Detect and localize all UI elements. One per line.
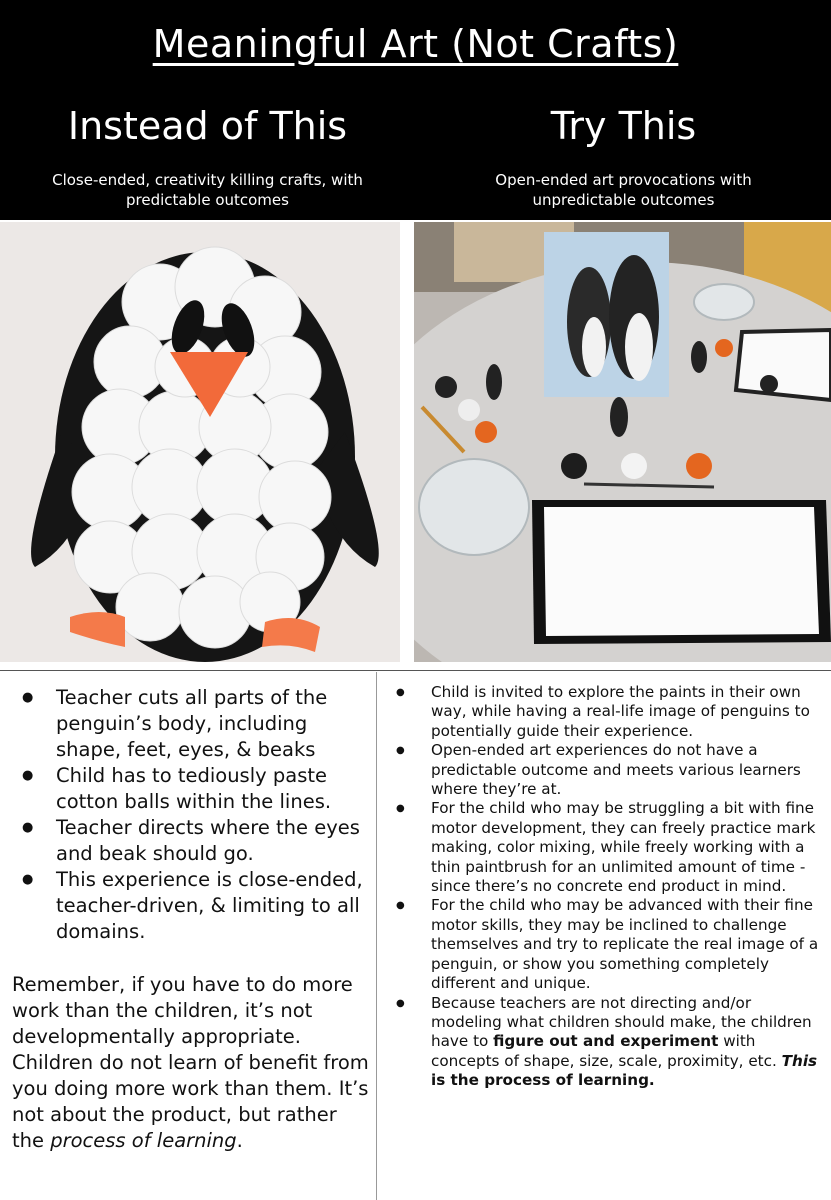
remember-emphasis: process of learning bbox=[50, 1129, 237, 1152]
list-item: ● This experience is close-ended, teacher-driven, & limiting to all domains. bbox=[0, 867, 370, 945]
left-sub-line-1: Close-ended, creativity killing crafts, with bbox=[52, 171, 363, 189]
craft-drawbacks-list bbox=[0, 685, 370, 945]
list-item bbox=[386, 994, 826, 1091]
provocation-benefits-list bbox=[386, 683, 826, 1091]
remember-paragraph bbox=[12, 972, 372, 1154]
last-item-bold-end: is the process of learning. bbox=[431, 1071, 655, 1090]
left-subheading bbox=[0, 170, 415, 210]
page-title: Meaningful Art (Not Crafts) bbox=[152, 22, 679, 66]
left-heading: Instead of This bbox=[67, 104, 348, 148]
list-item: ● For the child who may be struggling a bit with fine motor development, they can freely practice mark making, color mixing, while freely working with a thin paintbrush for an unlimited amount of time - since there’s no concrete end product in mind. bbox=[386, 799, 826, 896]
art-provocation-photo bbox=[414, 222, 831, 662]
right-subheading bbox=[416, 170, 831, 210]
section-divider bbox=[0, 670, 831, 671]
list-item: ● Child is invited to explore the paints in their own way, while having a real-life image of penguins to potentially guide their experience. bbox=[386, 683, 826, 741]
list-item: ● Open-ended art experiences do not have a predictable outcome and meets various learners where they’re at. bbox=[386, 741, 826, 799]
left-sub-line-2: predictable outcomes bbox=[126, 191, 289, 209]
list-item: ● Child has to tediously paste cotton balls within the lines. bbox=[0, 763, 370, 815]
list-item: ● Teacher cuts all parts of the penguin’s body, including shape, feet, eyes, & beaks bbox=[0, 685, 370, 763]
last-item-bold: figure out and experiment bbox=[493, 1032, 719, 1051]
remember-text: Remember, if you have to do more work than the children, it’s not developmentally appropriate. Children do not learn of benefit from you doing more work than them. It’s not about the product, but rather the bbox=[12, 973, 369, 1152]
last-item-mid: with concepts of shape, size, scale, proximity, etc. bbox=[431, 1032, 777, 1070]
column-divider bbox=[376, 672, 377, 1200]
last-item-pre: Because teachers are not directing and/or modeling what children should make, the children have to bbox=[431, 993, 812, 1051]
list-item: ● Teacher directs where the eyes and beak should go. bbox=[0, 815, 370, 867]
right-sub-line-1: Open-ended art provocations with bbox=[495, 171, 752, 189]
right-sub-line-2: unpredictable outcomes bbox=[532, 191, 715, 209]
list-item: ● For the child who may be advanced with their fine motor skills, they may be inclined to challenge themselves and try to replicate the real image of a penguin, or show you something completely different and unique. bbox=[386, 896, 826, 993]
header-banner bbox=[0, 0, 831, 220]
penguin-craft-photo bbox=[0, 222, 400, 662]
remember-end: . bbox=[236, 1129, 243, 1152]
right-heading: Try This bbox=[550, 104, 697, 148]
last-item-bold-italic: This bbox=[781, 1051, 818, 1070]
